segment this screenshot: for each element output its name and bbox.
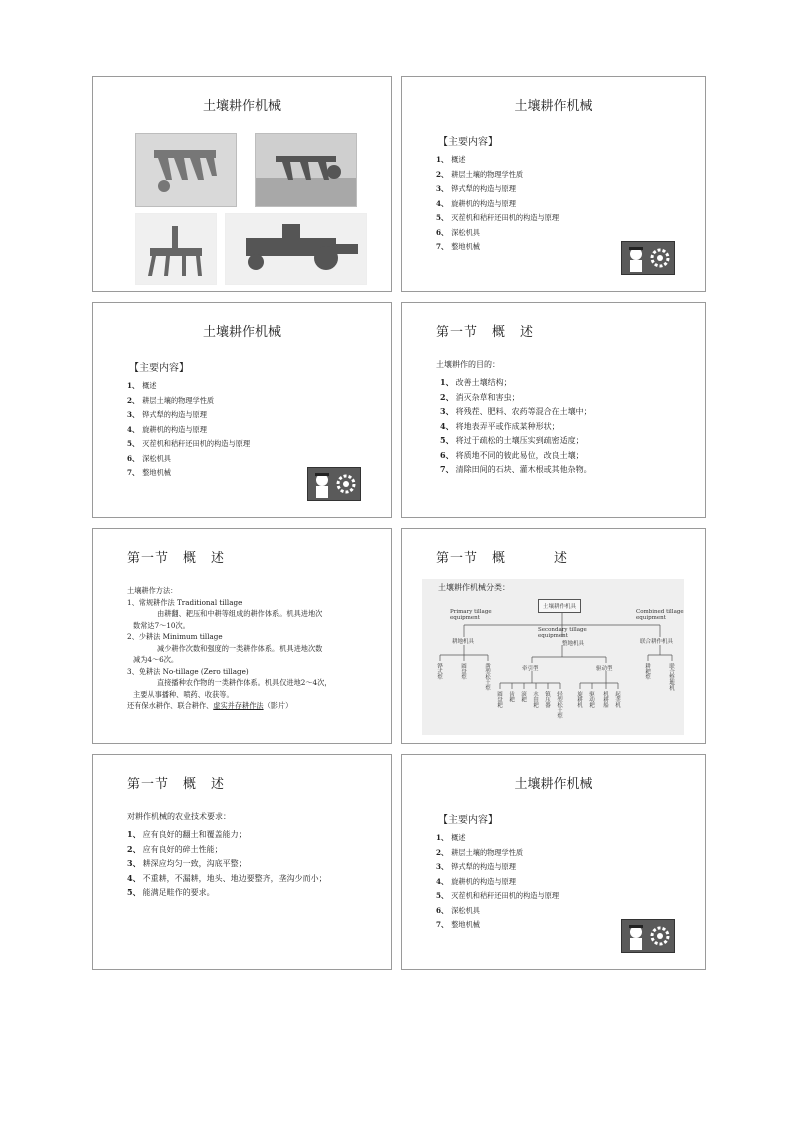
requirement-list [127,827,327,900]
intro-text: 土壤耕作方法： [127,586,178,595]
slide-7 [92,754,392,970]
list-item: 3、 将残茬、肥料、农药等混合在土壤中； [440,406,592,416]
root-node: 土壤耕作机具 [538,599,581,613]
list-item: 4、 不重耕，不漏耕，地头、地边要整齐，垄沟少而小； [127,872,327,883]
leaf-node: 联合整地机 [668,663,674,691]
method-1-desc: 由耕翻、耙压和中耕等组成的耕作体系。机具进地次 [157,609,323,618]
list-item: 4、 旋耕机的构造与原理 [127,424,207,434]
slide-1 [92,76,392,292]
purpose-list [440,375,592,477]
film-link[interactable]: 虚实并存耕作法 [213,701,264,710]
towed-node: 牵引型 [522,666,539,672]
teacher-gear-logo-icon [307,467,361,501]
secondary-node: 整地机具 [562,641,585,647]
list-item: 3、 铧式犁的构造与原理 [436,184,516,193]
content-heading: 【主要内容】 [438,815,498,826]
method-1: 1、常规耕作法 Traditional tillage [127,597,243,607]
list-item: 2、 耕层土壤的物理学性质 [436,169,524,179]
slide-2 [401,76,706,292]
list-item: 6、 将质地不同的彼此易位，改良土壤； [440,449,584,460]
section-title: 第一节 概 述 [127,777,226,792]
list-item: 1、 概述 [436,833,466,842]
list-item: 2、 耕层土壤的物理学性质 [436,847,524,857]
leaf-node: 镇压器 [544,691,550,708]
section-title: 第一节 概 述 [436,551,569,566]
leaf-node: 齿耙 [508,691,514,702]
list-item: 7、 整地机械 [436,920,480,929]
list-item: 2、 应有良好的碎土性能； [127,843,223,854]
slide-4 [401,302,706,518]
plow-photo-2 [255,133,357,207]
slide-5 [92,528,392,744]
list-item: 2、 耕层土壤的物理学性质 [127,395,215,405]
combined-node: 联合耕作机具 [640,639,674,645]
method-3-desc-2: 主要从事播种、喷药、收获等。 [133,689,234,699]
secondary-en-label: Secondary tillage equipment [538,627,587,639]
list-item: 7、 整地机械 [127,468,171,477]
leaf-node: 圆盘犁 [460,663,466,680]
list-item: 6、 深松机具 [436,905,480,915]
list-item: 6、 深松机具 [436,227,480,237]
teacher-gear-logo-icon [621,241,675,275]
list-item: 1、 概述 [127,381,157,390]
list-item: 5、 将过于疏松的土壤压实到疏密适度； [440,435,584,445]
intro-text: 土壤耕作的目的： [436,360,500,369]
list-item: 1、 概述 [436,155,466,164]
leaf-node: 轻型松土犁 [556,691,562,719]
list-item: 3、 耕深应均匀一致，沟底平整； [127,858,247,868]
slide-title: 土壤耕作机械 [202,325,281,340]
list-item: 5、 能满足畦作的要求。 [127,887,215,897]
list-item: 7、 清除田间的石块、灌木根或其他杂物。 [440,464,592,474]
intro-text: 对耕作机械的农业技术要求： [127,812,231,821]
content-list [127,379,250,481]
leaf-node: 机耕船 [602,691,608,708]
section-title: 第一节 概 述 [127,551,226,566]
leaf-node: 凿型松土犁 [484,663,490,691]
method-2: 2、少耕法 Minimum tillage [127,632,223,641]
list-item: 7、 整地机械 [436,242,480,251]
content-list [436,153,559,255]
leaf-node: 滚耙 [520,691,526,702]
slide-title: 土壤耕作机械 [514,777,593,792]
primary-en-label: Primary tillage equipment [450,609,492,621]
content-list [436,831,559,933]
list-item: 3、 铧式犁的构造与原理 [436,862,516,871]
teacher-gear-logo-icon [621,919,675,953]
plow-photo-1 [135,133,237,207]
list-item: 4、 旋耕机的构造与原理 [436,876,516,886]
leaf-node: 起垄机 [614,691,620,708]
leaf-node: 铧式犁 [436,663,442,680]
plow-photo-3 [135,213,217,285]
slide-title: 土壤耕作机械 [514,99,593,114]
leaf-node: 水田耙 [532,691,538,708]
list-item: 5、 灭茬机和秸秆还田机的构造与原理 [436,891,560,900]
list-item: 6、 深松机具 [127,453,171,463]
section-title: 第一节 概 述 [436,325,535,340]
plow-photo-4 [225,213,367,285]
driven-node: 驱动型 [596,666,613,672]
combined-en-label: Combined tillage equipment [636,609,684,621]
list-item: 3、 铧式犁的构造与原理 [127,410,207,419]
method-3: 3、免耕法 No-tillage (Zero tillage) [127,666,249,676]
classification-diagram [422,579,684,735]
list-item: 4、 旋耕机的构造与原理 [436,198,516,208]
list-item: 5、 灭茬机和秸秆还田机的构造与原理 [127,439,251,448]
slide-title: 土壤耕作机械 [202,99,281,114]
slide-8 [401,754,706,970]
content-heading: 【主要内容】 [438,137,498,148]
other-methods: 还有保水耕作、联合耕作、虚实并存耕作法（影片） [127,701,293,710]
list-item: 1、 应有良好的翻土和覆盖能力； [127,829,247,839]
diagram-title: 土壤耕作机械分类： [438,583,510,592]
method-2-desc: 减少耕作次数和强度的一类耕作体系。机具进地次数 [157,643,323,653]
content-heading: 【主要内容】 [129,363,189,374]
leaf-node: 旋耕机 [576,691,582,708]
leaf-node: 圆盘耙 [496,691,502,708]
method-3-desc: 直接播种农作物的一类耕作体系。机具仅进地2～4次， [157,678,332,687]
list-item: 5、 灭茬机和秸秆还田机的构造与原理 [436,213,560,222]
leaf-node: 驱动耙 [588,691,594,708]
list-item: 2、 消灭杂草和害虫； [440,391,520,402]
slide-3 [92,302,392,518]
tillage-methods [127,585,377,712]
leaf-node: 耕耙犁 [644,663,650,680]
list-item: 4、 将地表弄平或作成某种形状； [440,420,560,431]
method-2-desc-2: 减为4～6次。 [133,655,179,664]
primary-node: 耕地机具 [452,639,475,645]
slide-6 [401,528,706,744]
list-item: 1、 改善土壤结构； [440,377,512,387]
method-1-desc-2: 数常达7～10次。 [133,620,190,630]
